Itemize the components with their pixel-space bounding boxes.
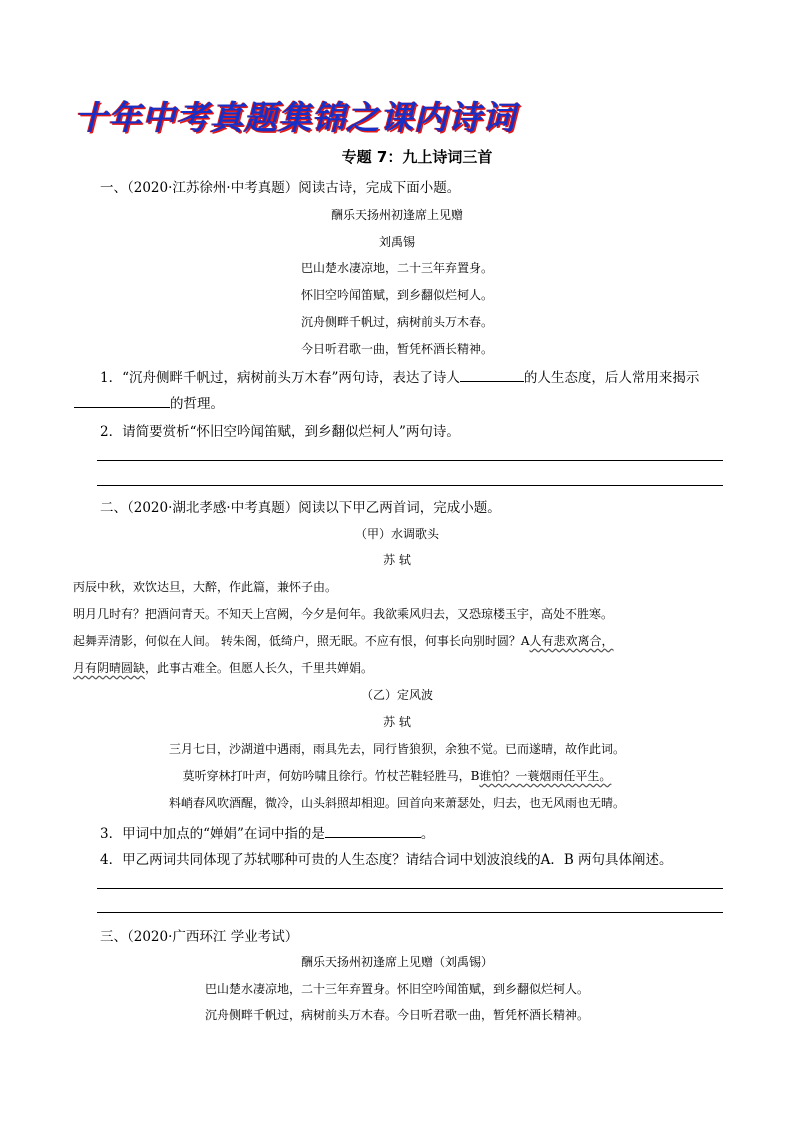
answer-line[interactable] xyxy=(97,485,723,486)
poem-jia-line: 月有阴晴圆缺，此事古难全。但愿人长久，千里共婵娟。 xyxy=(73,661,374,675)
section1-heading: 一、（2020·江苏徐州·中考真题）阅读古诗，完成下面小题。 xyxy=(100,180,461,196)
page-title: 专题 7：九上诗词三首 xyxy=(341,148,493,166)
wavy-sentence-b: 谁怕？一蓑烟雨任平生。 xyxy=(479,769,612,783)
section3-poem-title: 酬乐天扬州初逢席上见赠（刘禹锡） xyxy=(300,955,493,969)
answer-line[interactable] xyxy=(97,460,723,461)
poem-jia-title: （甲）水调歌头 xyxy=(354,527,439,541)
section1-poem-line: 今日听君歌一曲，暂凭杯酒长精神。 xyxy=(300,342,493,356)
poem-jia-line: 起舞弄清影，何似在人间。 转朱阁，低绮户，照无眠。不应有恨，何事长向别时圆？A人有悲欢离合， xyxy=(73,634,614,648)
poem-yi-author: 苏 轼 xyxy=(383,715,411,729)
question-2: 2．请简要赏析“怀旧空吟闻笛赋，到乡翻似烂柯人”两句诗。 xyxy=(100,424,460,440)
answer-blank[interactable] xyxy=(74,393,170,408)
question-1-continued: 的哲理。 xyxy=(74,392,224,412)
section1-poem-line: 巴山楚水凄凉地，二十三年弃置身。 xyxy=(300,261,493,275)
answer-blank[interactable] xyxy=(460,367,524,382)
question-4: 4．甲乙两词共同体现了苏轼哪种可贵的人生态度？请结合词中划波浪线的A．B 两句具体阐述。 xyxy=(100,852,673,868)
answer-line[interactable] xyxy=(97,912,723,913)
answer-blank[interactable] xyxy=(325,823,421,838)
poem-yi-line: 三月七日，沙湖道中遇雨，雨具先去，同行皆狼狈，余独不觉。已而遂晴，故作此词。 xyxy=(168,742,625,756)
section3-poem-line: 巴山楚水凄凉地，二十三年弃置身。怀旧空吟闻笛赋，到乡翻似烂柯人。 xyxy=(204,982,589,996)
section3-heading: 三、（2020·广西环江 学业考试） xyxy=(100,929,299,945)
section3-poem-line: 沉舟侧畔千帆过，病树前头万木春。今日听君歌一曲，暂凭杯酒长精神。 xyxy=(204,1008,589,1022)
poem-jia-preface: 丙辰中秋，欢饮达旦，大醉，作此篇，兼怀子由。 xyxy=(73,580,338,594)
question-3: 3．甲词中加点的“婵娟”在词中指的是 。 xyxy=(100,822,434,842)
series-banner: 十年中考真题集锦之课内诗词 xyxy=(74,98,516,137)
question-1: 1．“沉舟侧畔千帆过，病树前头万木春”两句诗，表达了诗人 的人生态度，后人常用来揭示 xyxy=(100,366,699,386)
answer-line[interactable] xyxy=(97,888,723,889)
poem-yi-title: （乙）定风波 xyxy=(360,688,433,702)
section1-poem-author: 刘禹锡 xyxy=(378,235,415,249)
section1-poem-title: 酬乐天扬州初逢席上见赠 xyxy=(330,208,463,222)
poem-yi-line: 料峭春风吹酒醒，微冷，山头斜照却相迎。回首向来萧瑟处，归去，也无风雨也无晴。 xyxy=(168,796,625,810)
wavy-sentence-a: 人有悲欢离合， xyxy=(529,634,614,648)
wavy-sentence-a-continued: 月有阴晴圆缺 xyxy=(73,661,146,675)
poem-jia-author: 苏 轼 xyxy=(383,553,411,567)
poem-yi-line: 莫听穿林打叶声，何妨吟啸且徐行。竹杖芒鞋轻胜马，B谁怕？一蓑烟雨任平生。 xyxy=(182,769,612,783)
section1-poem-line: 沉舟侧畔千帆过，病树前头万木春。 xyxy=(300,315,493,329)
poem-jia-line: 明月几时有？把酒问青天。不知天上宫阙，今夕是何年。我欲乘风归去，又恐琼楼玉宇，高处不胜寒。 xyxy=(73,607,614,621)
section2-heading: 二、（2020·湖北孝感·中考真题）阅读以下甲乙两首词，完成小题。 xyxy=(100,500,501,516)
section1-poem-line: 怀旧空吟闻笛赋，到乡翻似烂柯人。 xyxy=(300,288,493,302)
